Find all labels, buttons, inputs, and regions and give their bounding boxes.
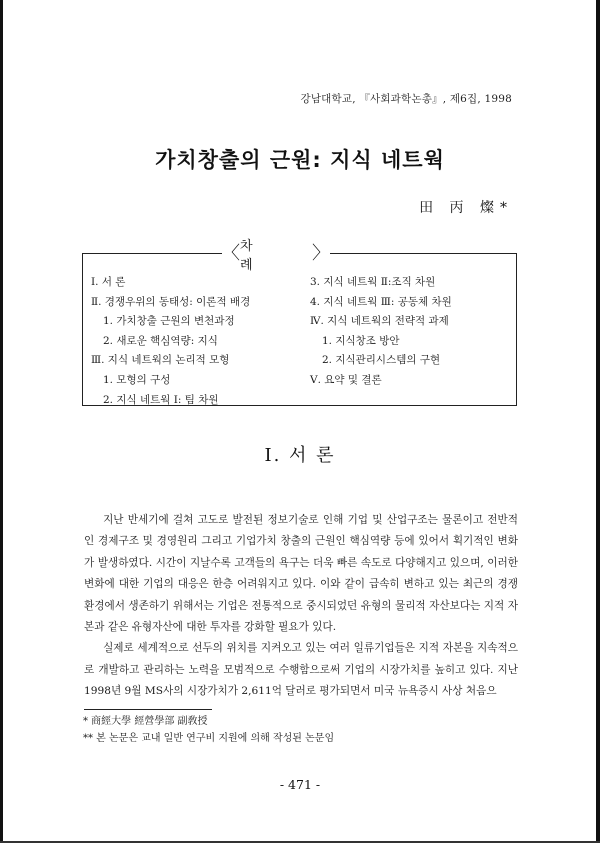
toc-heading-label: 차 례 <box>240 239 279 273</box>
toc-item: Ⅴ. 요약 및 결론 <box>310 373 382 386</box>
toc-item: 1. 지식창조 방안 <box>322 334 400 347</box>
paper-title: 가치창출의 근원: 지식 네트웍 <box>155 148 445 172</box>
toc-item: 2. 지식관리시스템의 구현 <box>322 354 441 367</box>
toc-left-column <box>91 273 250 410</box>
toc-item: 2. 새로운 핵심역량: 지식 <box>103 334 218 347</box>
right-angle-bracket-icon: 〉 <box>312 243 330 264</box>
scan-edge-right <box>596 0 600 843</box>
toc-right-column <box>310 273 452 391</box>
page-number: - 471 - <box>279 777 321 792</box>
body-paragraph: 지난 반세기에 걸쳐 고도로 발전된 정보기술로 인해 기업 및 산업구조는 물론이고 전반적인 경제구조 및 경영원리 그리고 기업가치 창출의 근원인 핵심역량 등에 있어서 획기적인 변화가 발생하였다. 시간이 지날수록 고객들의 욕구는 더욱 빠른 속도로 다양해지고 있으며, 이러한 변화에 대한 기업의 대응은 한층 어려워지고 있다. 이와 같이 급속히 변하고 있는 최근의 경쟁환경에서 생존하기 위해서는 기업은 전통적으로 중시되었던 유형의 물리적 자산보다는 지적 자본과 같은 유형자산에 대한 투자를 강화할 필요가 있다. <box>84 514 518 634</box>
section-heading: Ⅰ. 서 론 <box>264 445 336 466</box>
body-text <box>84 510 518 703</box>
running-head: 강남대학교, 『사회과학논총』, 제6집, 1998 <box>300 93 512 105</box>
body-paragraph: 실제로 세계적으로 선두의 위치를 지켜오고 있는 여러 일류기업들은 지적 자본을 지속적으로 개발하고 관리하는 노력을 모범적으로 수행함으로써 기업의 시장가치를 높히고 있다. 지난 1998년 9월 MS사의 시장가치가 2,611억 달러로 평가되면서 미국 뉴욕증시 사상 처음으 <box>84 642 518 698</box>
footnote: ** 본 논문은 교내 일반 연구비 지원에 의해 작성된 논문임 <box>83 733 335 744</box>
toc-item: Ⅲ. 지식 네트웍의 논리적 모형 <box>91 354 230 367</box>
footnote-divider <box>84 709 212 710</box>
toc-heading <box>222 239 330 273</box>
toc-item: 1. 모형의 구성 <box>103 373 171 386</box>
toc-item: 3. 지식 네트웍 Ⅱ:조직 차원 <box>310 276 436 288</box>
footnotes <box>83 713 334 747</box>
toc-item: 1. 가치창출 근원의 변천과정 <box>103 315 235 328</box>
left-angle-bracket-icon: 〈 <box>222 243 240 264</box>
scan-edge-left <box>0 0 3 843</box>
toc-item: Ⅳ. 지식 네트웍의 전략적 과제 <box>310 315 449 328</box>
author-name: 田 丙 燦* <box>419 200 513 216</box>
toc-item: Ⅰ. 서 론 <box>91 276 126 288</box>
toc-item: Ⅱ. 경쟁우위의 동태성: 이론적 배경 <box>91 295 251 308</box>
toc-item: 4. 지식 네트웍 Ⅲ: 공동체 차원 <box>310 295 452 308</box>
footnote: * 商經大學 經營學部 副敎授 <box>83 716 208 727</box>
toc-item: 2. 지식 네트웍 Ⅰ: 팀 차원 <box>103 393 219 406</box>
